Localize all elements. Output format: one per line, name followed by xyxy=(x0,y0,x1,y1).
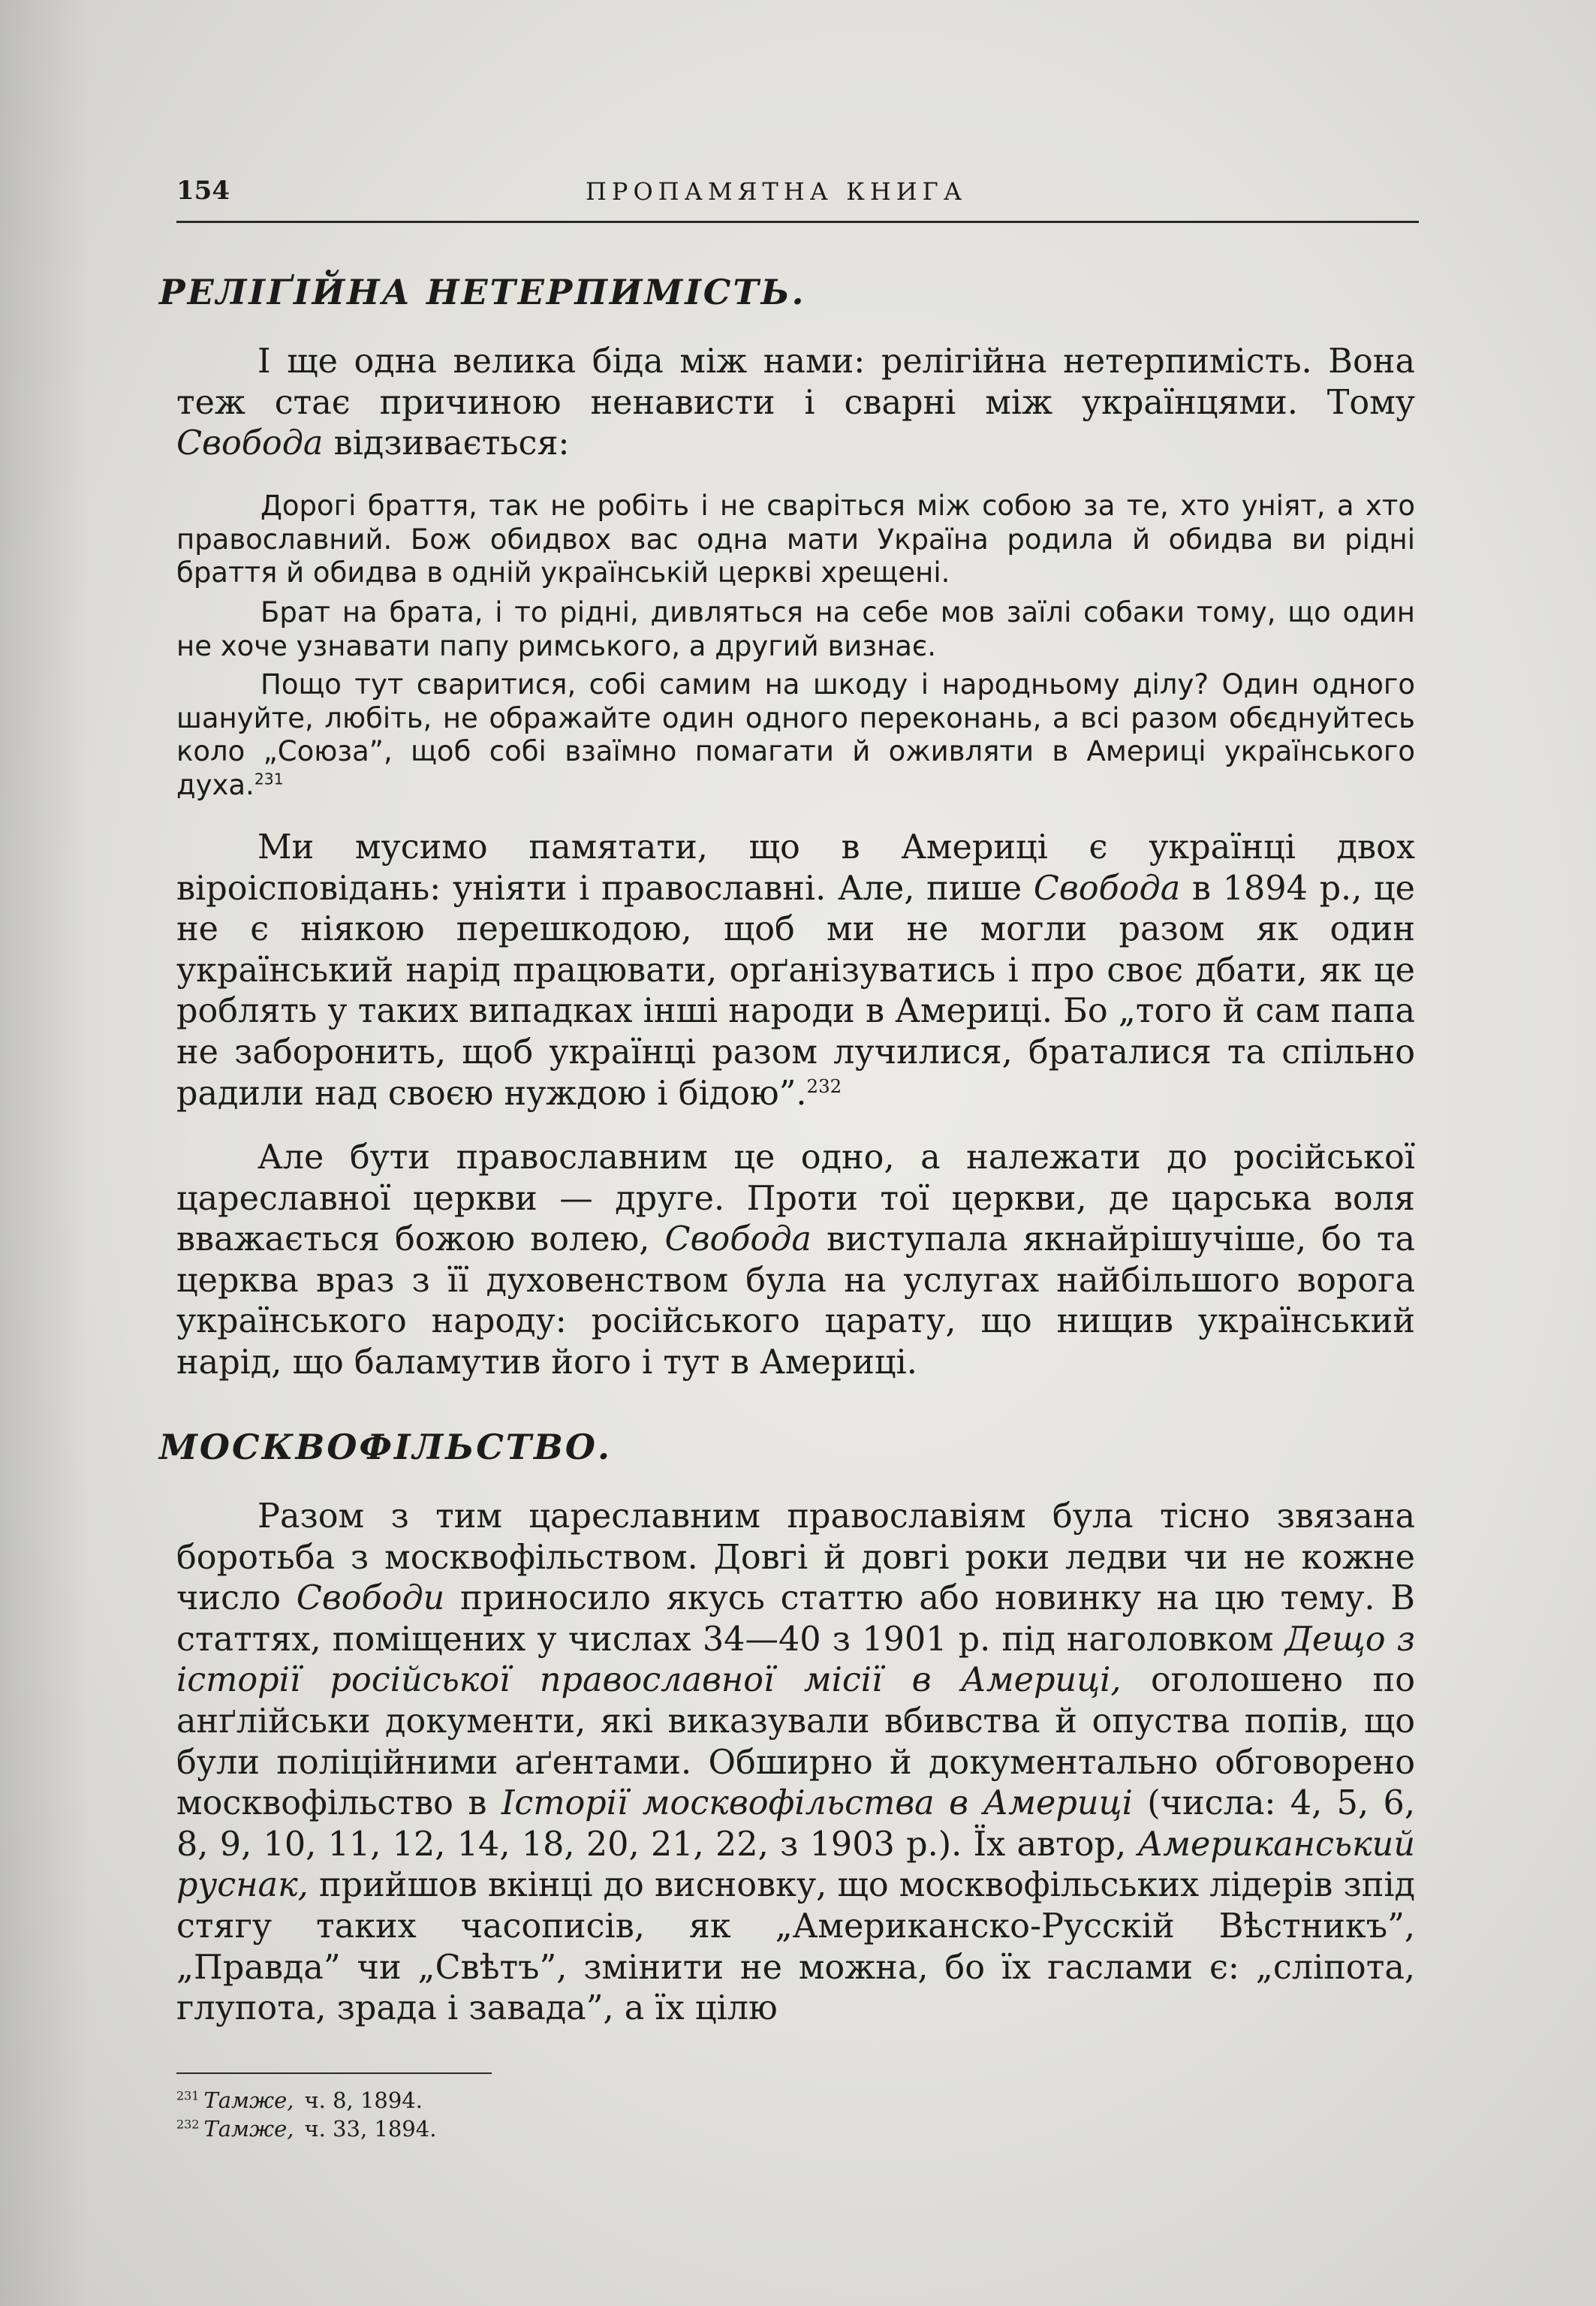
footnote-source: Тамже, xyxy=(203,2116,294,2142)
paragraph-text: в 1894 р., це не є ніякою перешкодою, щоб ми не могли разом як один український нарід працювати, орґанізуватись і про своє дбати, як це роблять у таких випадках інші народи в Америці. Бо „того й сам папа не заборонить, щоб українці разом лучилися, браталися та спільно радили над своєю нуждою і бідою”. xyxy=(176,869,1415,1113)
paragraph-text: Ми мусимо памятати, що в Америці є українці двох віроісповідань: уніяти і православні. Але, пише xyxy=(176,828,1415,908)
newspaper-title: Свободи xyxy=(296,1579,445,1618)
paragraph-text: Разом з тим цареславним православіям була тісно звязана боротьба з москвофільством. Довгі й довгі роки ледви чи не кожне число xyxy=(176,1497,1415,1618)
quote-text: Дорогі браття, так не робіть і не сваріться між собою за те, хто уніят, а хто православний. Бож обидвох вас одна мати Україна родила й обидва ви рідні браття й обидва в одній українській церкві хрещені. xyxy=(176,490,1415,589)
paragraph-tsarist-church xyxy=(176,1138,1415,1384)
newspaper-title: Свобода xyxy=(664,1220,812,1259)
running-head: ПРОПАМЯТНА КНИГА xyxy=(586,177,968,206)
paragraph-moscophilism xyxy=(176,1497,1415,2030)
footnote-231 xyxy=(176,2087,423,2113)
quote-paragraph-2 xyxy=(176,596,1415,663)
page-number: 154 xyxy=(176,176,230,206)
footnote-ref-231: 231 xyxy=(254,770,284,788)
page-header xyxy=(176,171,1419,223)
newspaper-title: Свобода xyxy=(1033,869,1181,908)
footnote-source: Тамже, xyxy=(203,2087,294,2113)
paragraph-text: оголошено по анґлійськи документи, які виказували вбивства й опуства попів, що були поліційними аґентами. Обширно й документально обговорено москвофільство в xyxy=(176,1661,1416,1823)
page-gutter-shadow xyxy=(0,0,90,2306)
footnote-ref: ч. 33, 1894. xyxy=(304,2116,437,2142)
section-title-moscophilism: МОСКВОФІЛЬСТВО. xyxy=(159,1427,612,1467)
footnote-ref-232: 232 xyxy=(806,1075,842,1097)
quote-text: Брат на брата, і то рідні, дивляться на себе мов заїлі собаки тому, що один не хоче узнавати папу римського, а другий визнає. xyxy=(176,596,1415,662)
section-title-religious-intolerance: РЕЛІҐІЙНА НЕТЕРПИМІСТЬ. xyxy=(159,272,806,312)
paragraph-text: І ще одна велика біда між нами: релігійна нетерпимість. Вона теж стає причиною ненависти і сварні між українцями. Тому xyxy=(176,342,1415,422)
paragraph-text: (числа: 4, 5, 6, 8, 9, 10, 11, 12, 14, 18, 20, 21, 22, з 1903 р.). Їх автор, xyxy=(176,1784,1415,1864)
newspaper-title: Свобода xyxy=(176,424,324,463)
author-pseudonym: Американський руснак, xyxy=(176,1825,1415,1905)
footnote-number: 232 xyxy=(176,2117,200,2132)
footnote-number: 231 xyxy=(176,2088,200,2103)
paragraph-text: Але бути православним це одно, а належати до російської цареславної церкви — друге. Проти тої церкви, де царська воля вважається божою волею, xyxy=(176,1138,1415,1259)
quote-text: Пощо тут сваритися, собі самим на шкоду і народньому ділу? Один одного шануйте, любіть, не ображайте один одного переконань, а всі разом обєднуйтесь коло „Союза”, щоб собі взаїмно помагати й оживляти в Америці українського духа. xyxy=(176,668,1415,801)
article-title: Історії москвофільства в Америці xyxy=(501,1784,1133,1823)
paragraph-text: виступала якнайрішучіше, бо та церква враз з її духовенством була на услугах найбільшого ворога українського народу: російського царату, що нищив український нарід, що баламутив його і тут в Америці. xyxy=(176,1220,1415,1382)
article-title: Дещо з історії російської православної місії в Америці, xyxy=(176,1620,1415,1700)
footnote-divider xyxy=(176,2072,492,2074)
paragraph-text: відзивається: xyxy=(323,424,570,463)
paragraph-two-confessions xyxy=(176,827,1415,1114)
paragraph-text: прийшов вкінці до висновку, що москвофільських лідерів зпід стягу таких часописів, як „Американско-Русскій Вѣстникъ”, „Правда” чи „Свѣтъ”, змінити не можна, бо їх гаслами є: „сліпота, глупота, зрада і завада”, а їх цілю xyxy=(176,1866,1415,2028)
footnote-ref: ч. 8, 1894. xyxy=(304,2087,423,2113)
footnote-232 xyxy=(176,2116,436,2142)
quote-paragraph-3 xyxy=(176,668,1415,802)
paragraph-intro xyxy=(176,342,1415,465)
paragraph-text: приносило якусь статтю або новинку на цю тему. В статтях, поміщених у числах 34—40 з 1901 р. під наголовком xyxy=(176,1579,1415,1659)
quote-paragraph-1 xyxy=(176,490,1415,590)
